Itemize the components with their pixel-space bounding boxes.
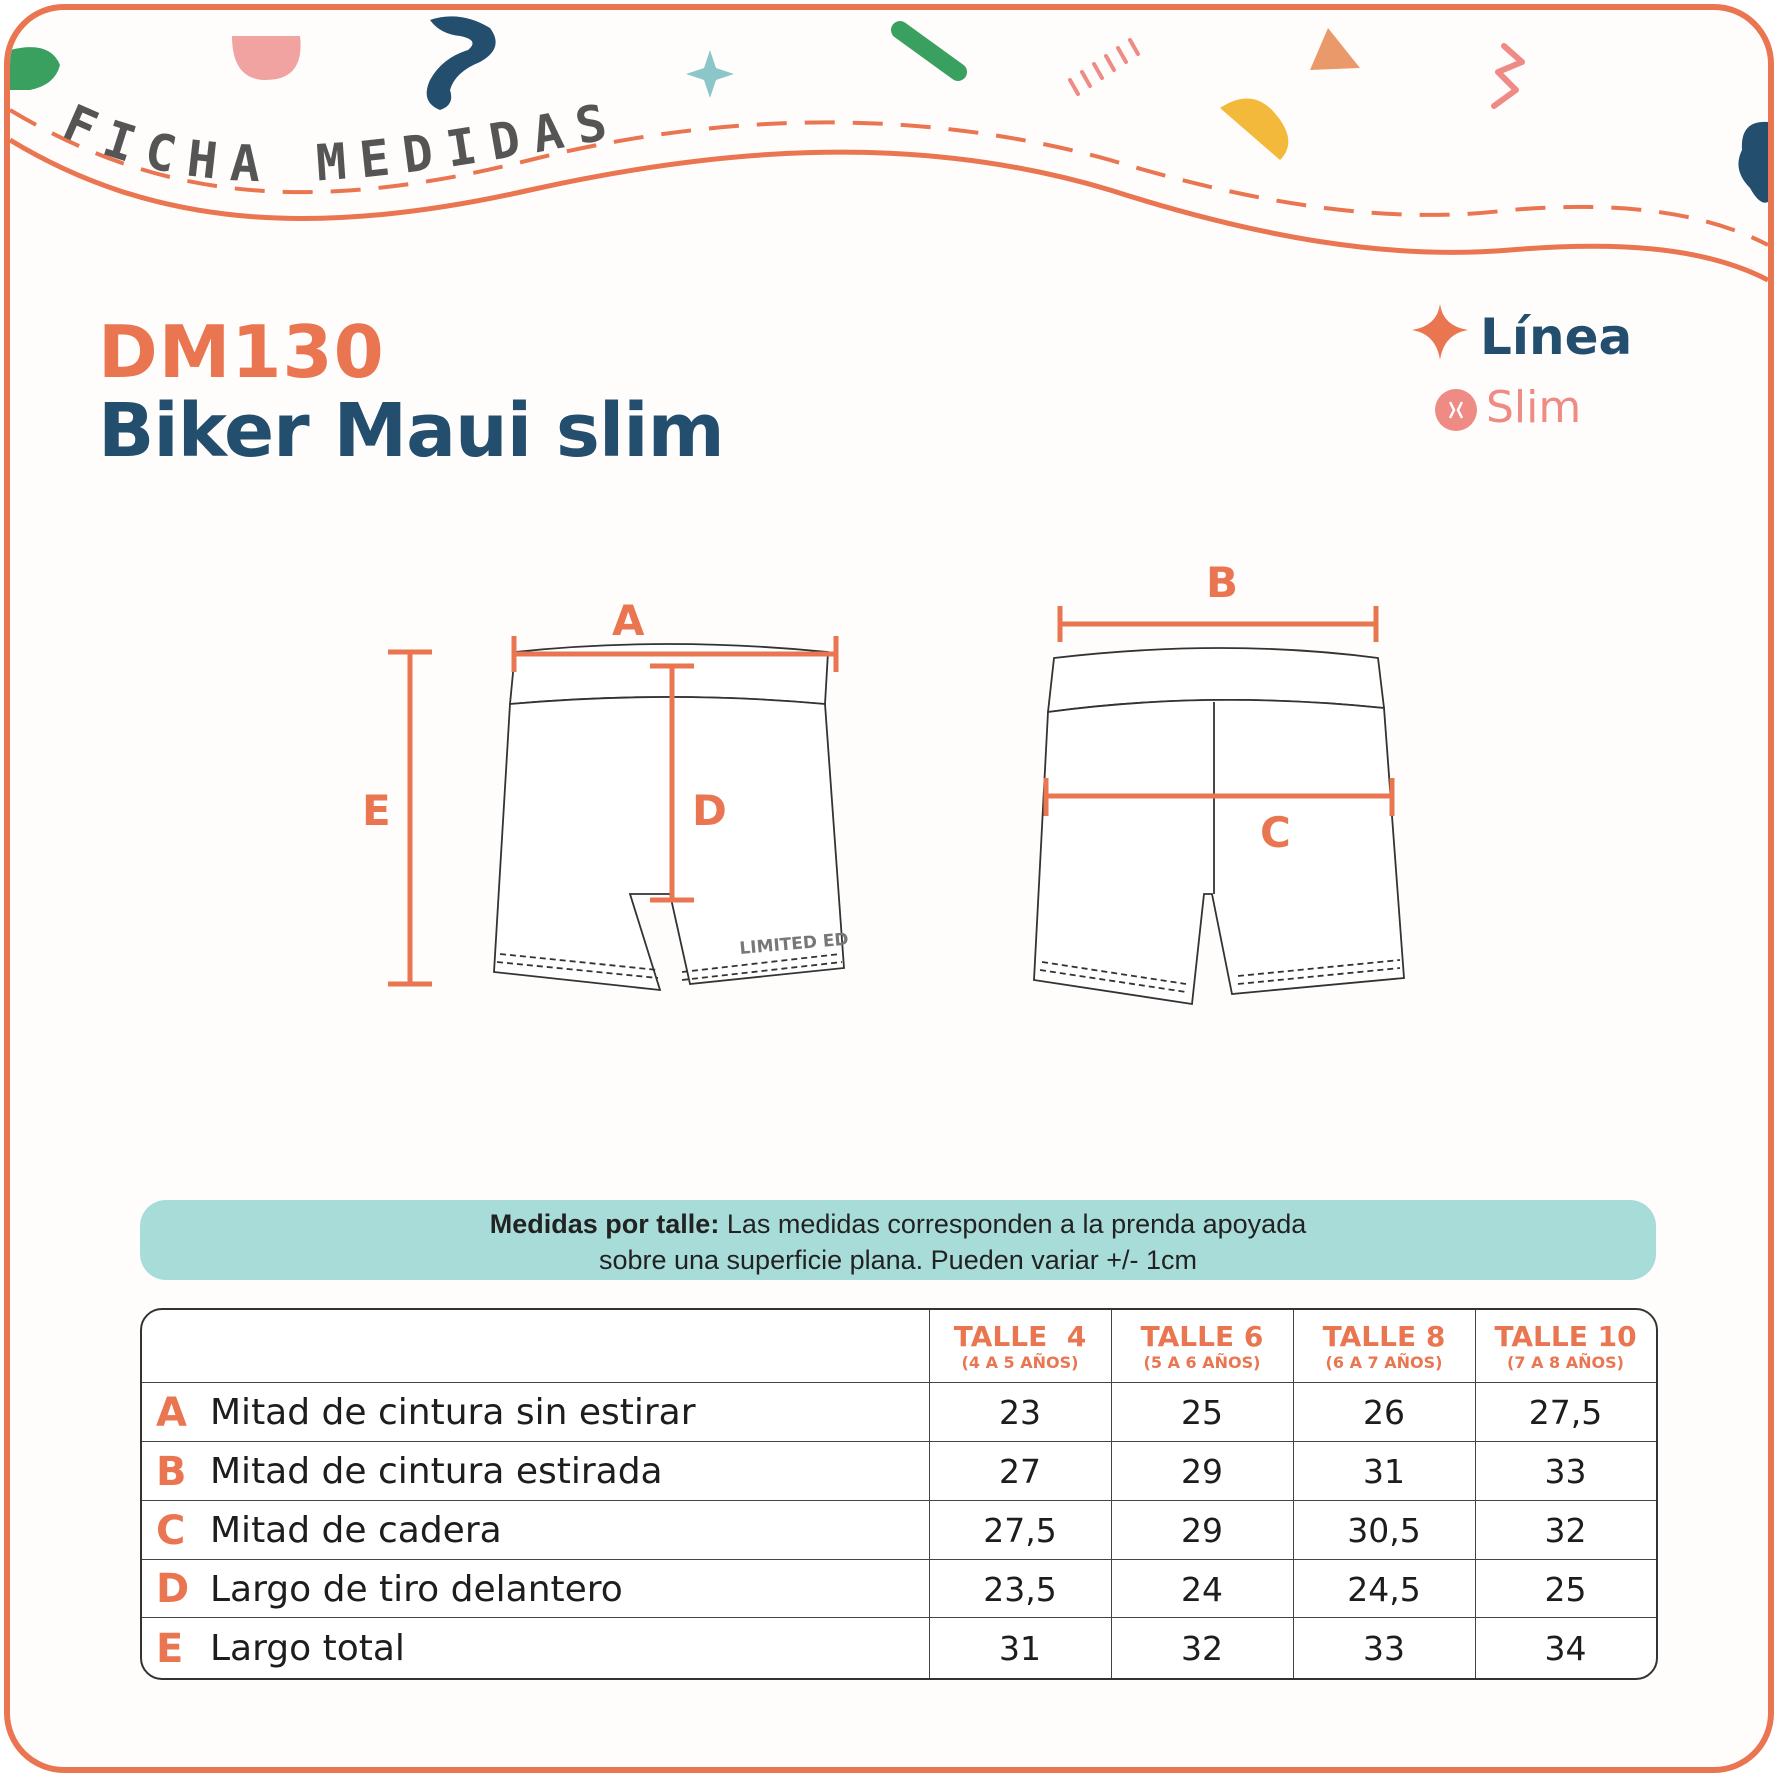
table-cell: 25 bbox=[1181, 1393, 1223, 1432]
row-label: Mitad de cintura estirada bbox=[210, 1451, 663, 1492]
table-cell: 33 bbox=[1544, 1452, 1587, 1491]
table-cell: 25 bbox=[1544, 1569, 1587, 1609]
diagram-label-b: B bbox=[1206, 558, 1239, 607]
table-cell: 32 bbox=[1544, 1511, 1587, 1550]
back-shorts-drawing bbox=[1034, 648, 1404, 1004]
table-row bbox=[142, 1382, 1656, 1442]
note-text-line1: Las medidas corresponden a la prenda apoyada bbox=[726, 1209, 1307, 1239]
row-label: Largo de tiro delantero bbox=[210, 1568, 623, 1610]
diagram-label-a: A bbox=[612, 596, 645, 645]
note-bold: Medidas por talle: bbox=[489, 1209, 720, 1239]
size-age: (6 A 7 AÑOS) bbox=[1325, 1352, 1443, 1372]
size-age: (7 A 8 AÑOS) bbox=[1507, 1352, 1624, 1372]
row-label: Largo total bbox=[210, 1628, 405, 1669]
size-header bbox=[1475, 1310, 1656, 1382]
size-title: TALLE 4 bbox=[953, 1319, 1087, 1353]
row-letter: B bbox=[156, 1448, 187, 1495]
diagram-label-e: E bbox=[362, 786, 391, 835]
table-header-row bbox=[142, 1310, 1656, 1382]
table-cell: 32 bbox=[1181, 1629, 1223, 1668]
table-cell: 31 bbox=[1363, 1452, 1405, 1491]
diagram-label-d: D bbox=[692, 786, 727, 835]
table-row bbox=[142, 1441, 1656, 1501]
row-label: Mitad de cintura sin estirar bbox=[210, 1392, 696, 1433]
row-label: Mitad de cadera bbox=[210, 1510, 502, 1551]
table-cell: 29 bbox=[1181, 1511, 1223, 1550]
row-letter: E bbox=[156, 1625, 184, 1672]
product-name: Biker Maui slim bbox=[98, 388, 724, 474]
print-text: LIMITED ED bbox=[738, 929, 850, 959]
size-title: TALLE 6 bbox=[1140, 1319, 1264, 1353]
measurement-note bbox=[140, 1200, 1656, 1280]
line-label: Línea bbox=[1480, 308, 1633, 366]
table-cell: 24 bbox=[1181, 1569, 1223, 1609]
table-cell: 26 bbox=[1363, 1393, 1405, 1432]
size-title: TALLE 8 bbox=[1322, 1319, 1446, 1353]
table-cell: 33 bbox=[1363, 1629, 1405, 1668]
table-cell: 29 bbox=[1181, 1452, 1223, 1491]
page-frame bbox=[4, 4, 1774, 1773]
size-header bbox=[1293, 1310, 1475, 1382]
row-letter: D bbox=[156, 1566, 190, 1612]
table-cell: 34 bbox=[1544, 1629, 1587, 1668]
banner-title: FICHA MEDIDAS bbox=[54, 90, 626, 194]
table-cell: 23 bbox=[999, 1393, 1041, 1432]
table-cell: 27,5 bbox=[983, 1511, 1057, 1550]
product-code: DM130 bbox=[98, 310, 385, 394]
size-title: TALLE 10 bbox=[1494, 1319, 1637, 1353]
row-letter: C bbox=[156, 1507, 186, 1554]
table-cell: 27 bbox=[999, 1452, 1041, 1491]
row-letter: A bbox=[156, 1389, 187, 1436]
table-cell: 30,5 bbox=[1347, 1511, 1421, 1550]
note-text-line2: sobre una superficie plana. Pueden variar +/- 1cm bbox=[598, 1245, 1198, 1275]
size-table bbox=[140, 1308, 1658, 1680]
size-age: (5 A 6 AÑOS) bbox=[1143, 1352, 1261, 1372]
size-header bbox=[1111, 1310, 1293, 1382]
table-cell: 24,5 bbox=[1347, 1569, 1421, 1609]
size-age: (4 A 5 AÑOS) bbox=[961, 1352, 1079, 1372]
line-name: Slim bbox=[1486, 382, 1582, 433]
table-cell: 23,5 bbox=[983, 1569, 1057, 1609]
table-row bbox=[142, 1500, 1656, 1560]
table-cell: 27,5 bbox=[1528, 1393, 1603, 1432]
diagram-label-c: C bbox=[1260, 808, 1291, 857]
table-row bbox=[142, 1617, 1656, 1679]
size-header bbox=[929, 1310, 1111, 1382]
table-row bbox=[142, 1559, 1656, 1618]
table-cell: 31 bbox=[999, 1629, 1041, 1668]
